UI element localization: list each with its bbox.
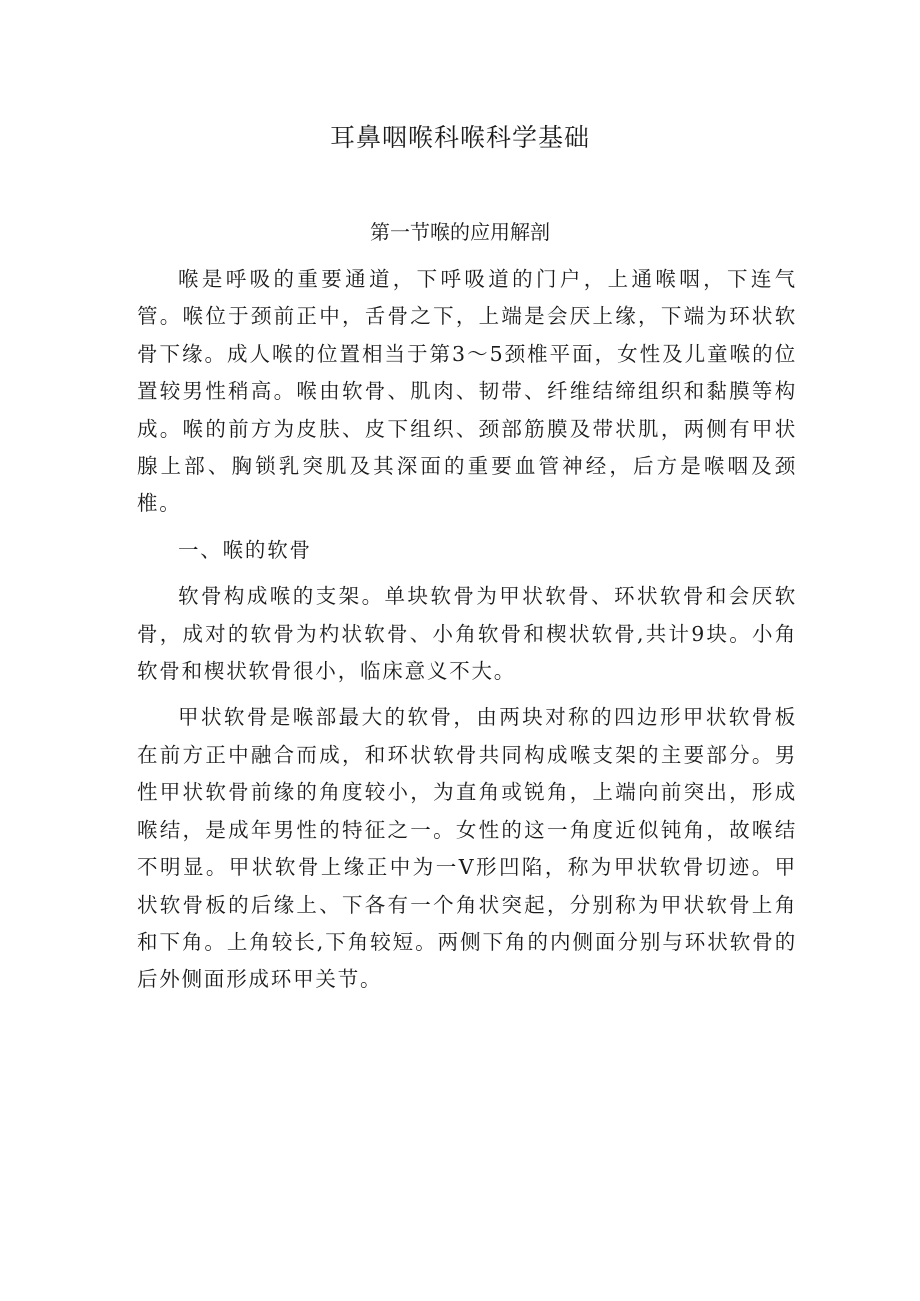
paragraph-larynx-overview: 喉是呼吸的重要通道，下呼吸道的门户，上通喉咽，下连气管。喉位于颈前正中，舌骨之下，上端是会厌上缘，下端为环状软骨下缘。成人喉的位置相当于第3～5颈椎平面，女性及儿童喉的位置较男性稍高。喉由软骨、肌肉、韧带、纤维结缔组织和黏膜等构成。喉的前方为皮肤、皮下组织、颈部筋膜及带状肌，两侧有甲状腺上部、胸锁乳突肌及其深面的重要血管神经，后方是喉咽及颈椎。 [137,267,797,516]
section-title: 第一节喉的应用解剖 [370,220,550,244]
subheading-cartilages: 一、喉的软骨 [178,537,312,562]
paragraph-thyroid-cartilage: 甲状软骨是喉部最大的软骨，由两块对称的四边形甲状软骨板在前方正中融合而成，和环状软骨共同构成喉支架的主要部分。男性甲状软骨前缘的角度较小，为直角或锐角，上端向前突出，形成喉结，是成年男性的特征之一。女性的这一角度近似钝角，故喉结不明显。甲状软骨上缘正中为一V形凹陷，称为甲状软骨切迹。甲状软骨板的后缘上、下各有一个角状突起，分别称为甲状软骨上角和下角。上角较长,下角较短。两侧下角的内侧面分别与环状软骨的后外侧面形成环甲关节。 [137,705,797,992]
document-title: 耳鼻咽喉科喉科学基础 [329,123,590,152]
document-body [137,261,797,999]
paragraph-cartilage-framework: 软骨构成喉的支架。单块软骨为甲状软骨、环状软骨和会厌软骨，成对的软骨为杓状软骨、小角软骨和楔状软骨,共计9块。小角软骨和楔状软骨很小，临床意义不大。 [137,584,797,684]
